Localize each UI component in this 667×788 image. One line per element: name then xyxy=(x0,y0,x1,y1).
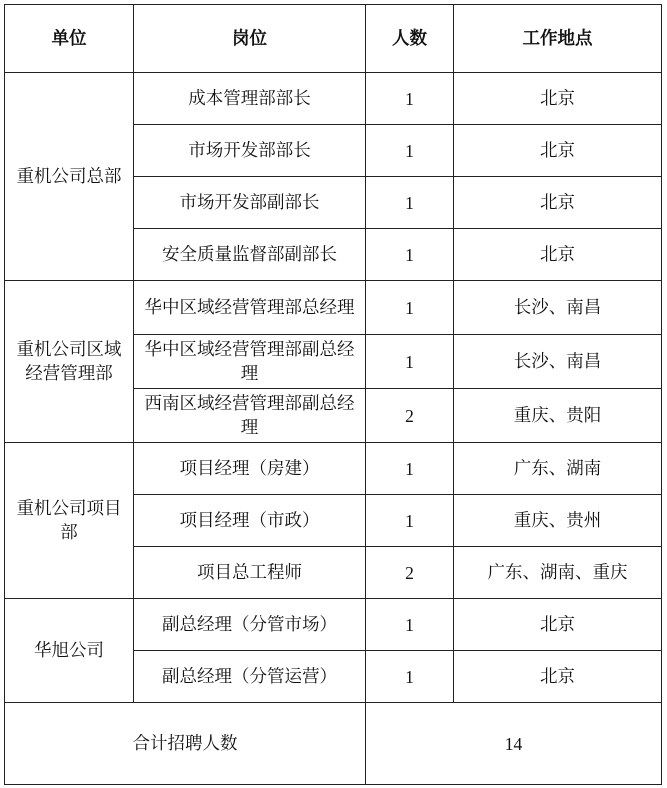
count-cell: 1 xyxy=(366,443,454,495)
location-cell: 北京 xyxy=(454,599,662,651)
recruitment-table xyxy=(4,4,662,785)
count-cell: 1 xyxy=(366,281,454,335)
unit-cell: 重机公司项目部 xyxy=(5,443,134,599)
count-cell: 2 xyxy=(366,547,454,599)
position-cell: 市场开发部副部长 xyxy=(134,177,366,229)
count-cell: 1 xyxy=(366,495,454,547)
position-cell: 安全质量监督部副部长 xyxy=(134,229,366,281)
position-cell: 华中区域经营管理部总经理 xyxy=(134,281,366,335)
position-cell: 成本管理部部长 xyxy=(134,73,366,125)
location-cell: 重庆、贵阳 xyxy=(454,389,662,443)
total-value: 14 xyxy=(366,703,662,785)
table-row xyxy=(5,599,662,651)
position-cell: 副总经理（分管市场） xyxy=(134,599,366,651)
location-cell: 北京 xyxy=(454,651,662,703)
position-cell: 项目经理（市政） xyxy=(134,495,366,547)
table-row xyxy=(5,443,662,495)
location-cell: 广东、湖南、重庆 xyxy=(454,547,662,599)
header-unit: 单位 xyxy=(5,5,134,73)
table-row xyxy=(5,73,662,125)
header-location: 工作地点 xyxy=(454,5,662,73)
count-cell: 1 xyxy=(366,73,454,125)
position-cell: 项目总工程师 xyxy=(134,547,366,599)
location-cell: 长沙、南昌 xyxy=(454,335,662,389)
location-cell: 北京 xyxy=(454,73,662,125)
position-cell: 项目经理（房建） xyxy=(134,443,366,495)
count-cell: 1 xyxy=(366,651,454,703)
location-cell: 长沙、南昌 xyxy=(454,281,662,335)
table-row xyxy=(5,281,662,335)
position-cell: 市场开发部部长 xyxy=(134,125,366,177)
position-cell: 副总经理（分管运营） xyxy=(134,651,366,703)
count-cell: 1 xyxy=(366,125,454,177)
header-row xyxy=(5,5,662,73)
location-cell: 北京 xyxy=(454,125,662,177)
unit-cell: 重机公司区域经营管理部 xyxy=(5,281,134,443)
header-position: 岗位 xyxy=(134,5,366,73)
header-count: 人数 xyxy=(366,5,454,73)
location-cell: 广东、湖南 xyxy=(454,443,662,495)
location-cell: 北京 xyxy=(454,177,662,229)
unit-cell: 华旭公司 xyxy=(5,599,134,703)
location-cell: 北京 xyxy=(454,229,662,281)
location-cell: 重庆、贵州 xyxy=(454,495,662,547)
total-row xyxy=(5,703,662,785)
count-cell: 1 xyxy=(366,229,454,281)
total-label: 合计招聘人数 xyxy=(5,703,366,785)
unit-cell: 重机公司总部 xyxy=(5,73,134,281)
count-cell: 1 xyxy=(366,599,454,651)
count-cell: 1 xyxy=(366,335,454,389)
count-cell: 1 xyxy=(366,177,454,229)
count-cell: 2 xyxy=(366,389,454,443)
position-cell: 西南区域经营管理部副总经理 xyxy=(134,389,366,443)
position-cell: 华中区域经营管理部副总经理 xyxy=(134,335,366,389)
